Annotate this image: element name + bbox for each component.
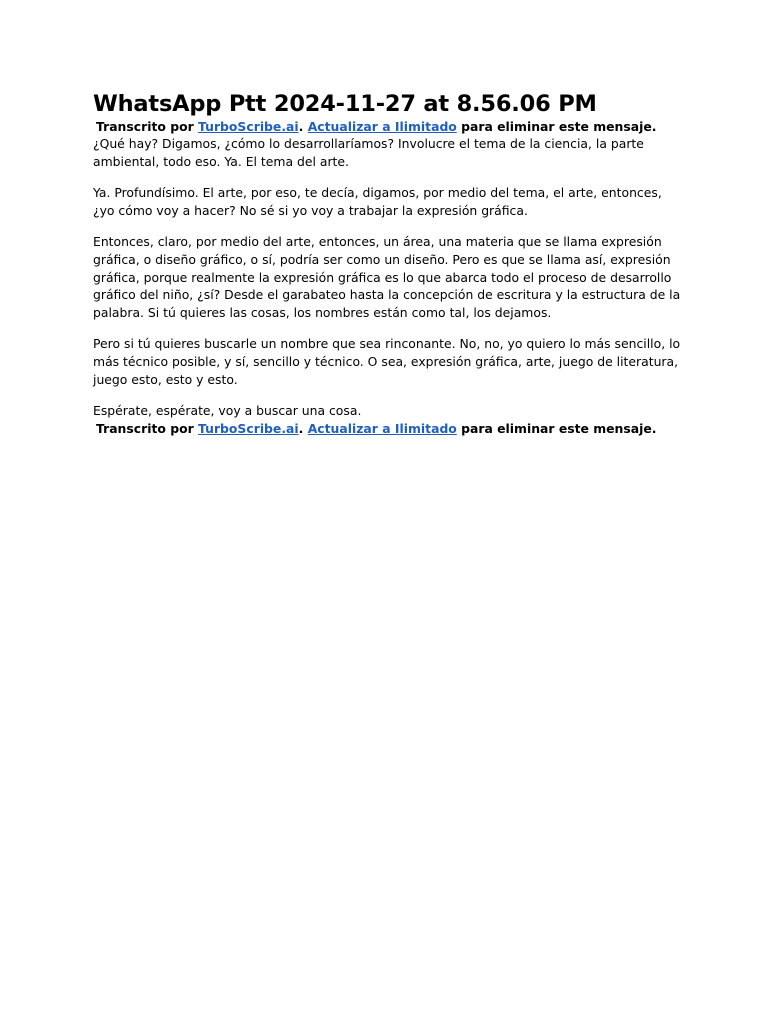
transcript-paragraph: Entonces, claro, por medio del arte, entonces, un área, una materia que se llama expresión gráfica, o diseño gráfico, o sí, podría ser como un diseño. Pero es que se llama así, expresión gráfica, porque realmente la expresión gráfica es lo que abarca todo el proceso de desarrollo gráfico del niño, ¿sí? Desde el garabateo hasta la concepción de escritura y la estructura de la palabra. Si tú quieres las cosas, los nombres están como tal, los dejamos. — [93, 234, 681, 320]
transcription-notice-bottom — [93, 420, 683, 437]
transcript-paragraph: Espérate, espérate, voy a buscar una cosa. — [93, 403, 362, 419]
document-content — [93, 90, 683, 437]
upgrade-unlimited-link[interactable]: Actualizar a Ilimitado — [307, 119, 457, 134]
notice-separator: . — [298, 119, 308, 134]
upgrade-unlimited-link[interactable]: Actualizar a Ilimitado — [307, 420, 457, 436]
transcription-notice-top — [93, 118, 683, 135]
notice-prefix: Transcrito por — [96, 420, 199, 436]
transcript-paragraph: Pero si tú quieres buscarle un nombre que sea rinconante. No, no, yo quiero lo más sencillo, lo más técnico posible, y sí, sencillo y técnico. O sea, expresión gráfica, arte, juego de literatura, juego esto, esto y esto. — [93, 336, 681, 387]
notice-separator: . — [298, 420, 308, 436]
transcript-paragraph: ¿Qué hay? Digamos, ¿cómo lo desarrollaríamos? Involucre el tema de la ciencia, la parte ambiental, todo eso. Ya. El tema del arte. — [93, 136, 644, 169]
notice-prefix: Transcrito por — [96, 119, 199, 134]
notice-suffix: para eliminar este mensaje. — [456, 119, 657, 134]
transcript-paragraph: Ya. Profundísimo. El arte, por eso, te decía, digamos, por medio del tema, el arte, entonces, ¿yo cómo voy a hacer? No sé si yo voy a trabajar la expresión gráfica. — [93, 185, 662, 218]
turboscribe-link[interactable]: TurboScribe.ai — [198, 119, 299, 134]
turboscribe-link[interactable]: TurboScribe.ai — [198, 420, 299, 436]
notice-suffix: para eliminar este mensaje. — [456, 420, 657, 436]
document-title: WhatsApp Ptt 2024-11-27 at 8.56.06 PM — [93, 91, 597, 117]
